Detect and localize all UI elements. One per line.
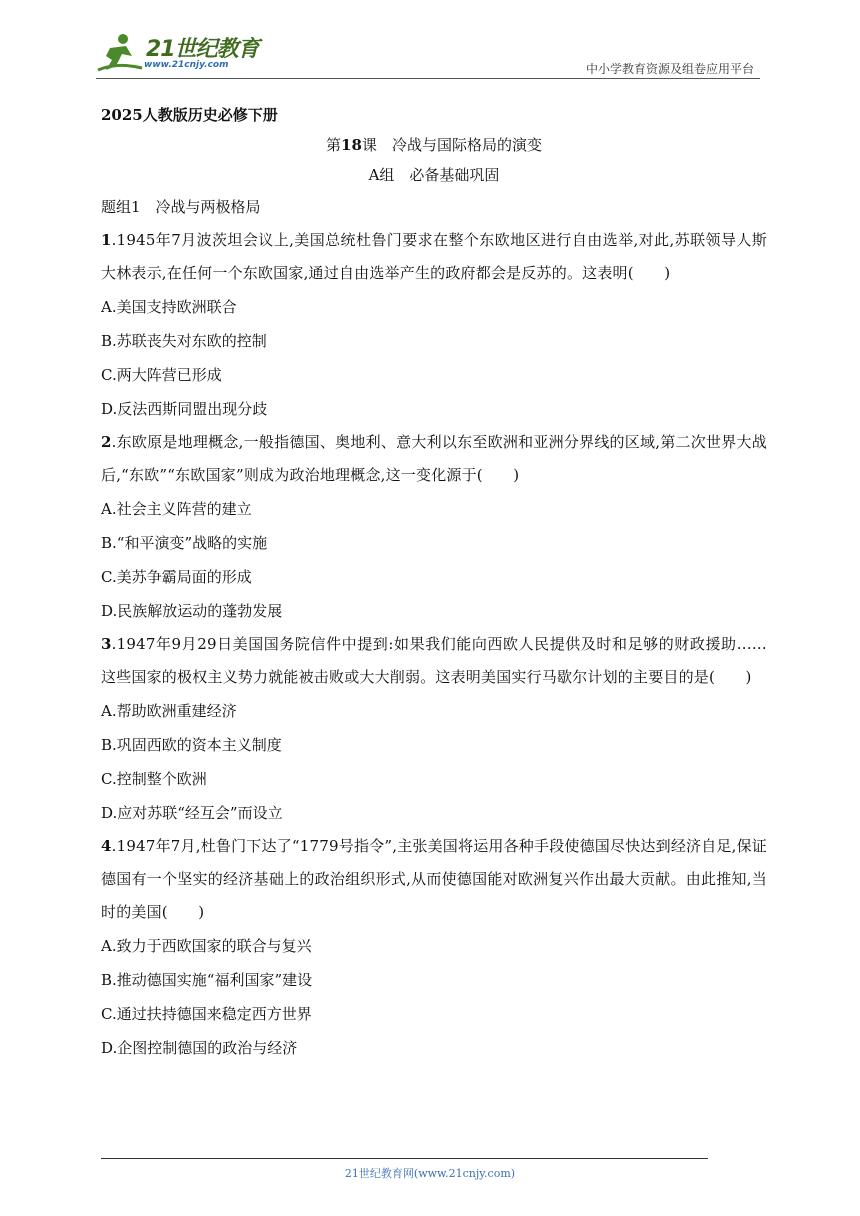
question-number: 3 (101, 635, 112, 653)
logo-wordmark: 21世纪教育 (146, 37, 259, 62)
lesson-name: 冷战与国际格局的演变 (391, 136, 542, 154)
doc-title: 2025人教版历史必修下册 (101, 106, 278, 124)
question-2 (101, 426, 767, 628)
logo-url: www.21cnjy.com (144, 60, 229, 70)
runner-icon (96, 32, 144, 76)
question-4 (101, 830, 767, 1065)
option-a[interactable]: A.美国支持欧洲联合 (101, 298, 237, 316)
question-stem: 3.1947年9月29日美国国务院信件中提到:如果我们能向西欧人民提供及时和足够的财政援助……这些国家的极权主义势力就能被击败或大大削弱。这表明美国实行马歇尔计划的主要目的是( ) (101, 635, 767, 686)
option-d[interactable]: D.民族解放运动的蓬勃发展 (101, 602, 283, 620)
option-c[interactable]: C.两大阵营已形成 (101, 366, 222, 384)
lesson-title (101, 130, 767, 160)
option-d[interactable]: D.企图控制德国的政治与经济 (101, 1039, 298, 1057)
option-c[interactable]: C.美苏争霸局面的形成 (101, 568, 252, 586)
footer-divider (101, 1158, 708, 1159)
footer-link[interactable]: 21世纪教育网(www.21cnjy.com) (344, 1167, 516, 1180)
option-b[interactable]: B.推动德国实施“福利国家”建设 (101, 971, 313, 989)
lesson-suffix: 课 (361, 136, 377, 154)
option-b[interactable]: B.巩固西欧的资本主义制度 (101, 736, 282, 754)
option-a[interactable]: A.社会主义阵营的建立 (101, 500, 252, 518)
option-c[interactable]: C.控制整个欧洲 (101, 770, 207, 788)
topic-label: 题组1 冷战与两极格局 (101, 198, 261, 216)
page-header (96, 30, 760, 80)
question-stem: 1.1945年7月波茨坦会议上,美国总统杜鲁门要求在整个东欧地区进行自由选举,对此,苏联领导人斯大林表示,在任何一个东欧国家,通过自由选举产生的政府都会是反苏的。这表明( ) (101, 231, 767, 282)
brand-logo[interactable] (96, 30, 266, 78)
question-3 (101, 628, 767, 830)
group-label: A组 必备基础巩固 (368, 166, 500, 184)
option-a[interactable]: A.致力于西欧国家的联合与复兴 (101, 937, 312, 955)
question-number: 2 (101, 433, 112, 451)
platform-name: 中小学教育资源及组卷应用平台 (585, 62, 754, 76)
option-c[interactable]: C.通过扶持德国来稳定西方世界 (101, 1005, 312, 1023)
question-1 (101, 224, 767, 426)
lesson-number: 18 (341, 136, 362, 154)
option-a[interactable]: A.帮助欧洲重建经济 (101, 702, 237, 720)
option-d[interactable]: D.应对苏联“经互会”而设立 (101, 804, 283, 822)
option-b[interactable]: B.“和平演变”战略的实施 (101, 534, 268, 552)
question-number: 4 (101, 837, 112, 855)
lesson-prefix: 第 (326, 136, 342, 154)
question-stem: 4.1947年7月,杜鲁门下达了“1779号指令”,主张美国将运用各种手段使德国尽快达到经济自足,保证德国有一个坚实的经济基础上的政治组织形式,从而使德国能对欧洲复兴作出最大贡献。由此推知,当时的美国( ) (101, 837, 767, 921)
question-stem: 2.东欧原是地理概念,一般指德国、奥地利、意大利以东至欧洲和亚洲分界线的区域,第二次世界大战后,“东欧”“东欧国家”则成为政治地理概念,这一变化源于( ) (101, 433, 767, 484)
option-d[interactable]: D.反法西斯同盟出现分歧 (101, 400, 268, 418)
option-b[interactable]: B.苏联丧失对东欧的控制 (101, 332, 267, 350)
question-number: 1 (101, 231, 112, 249)
document-body (101, 100, 767, 1065)
header-divider (96, 78, 760, 79)
